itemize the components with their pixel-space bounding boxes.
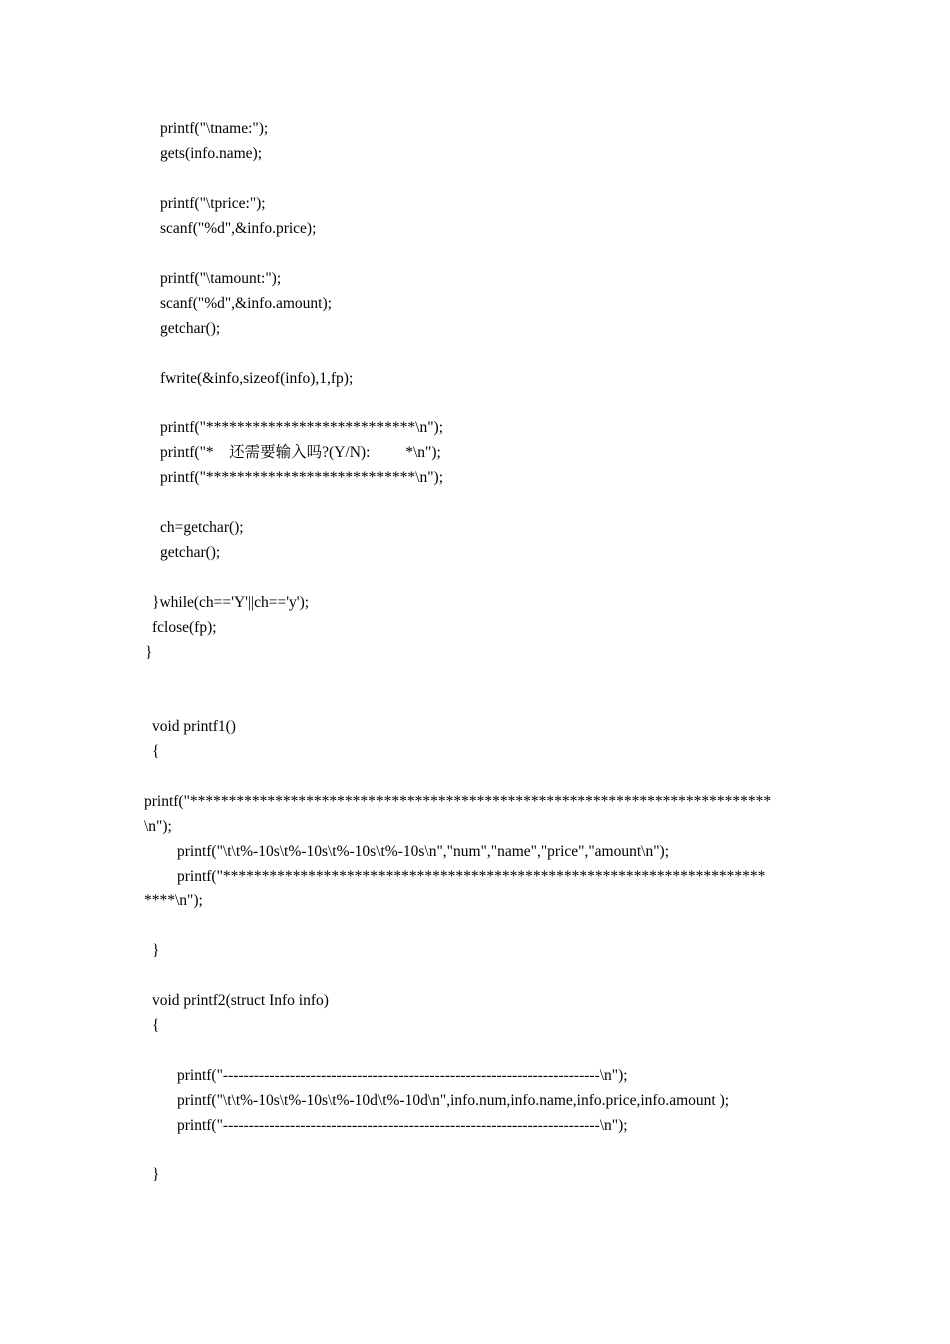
code-line: printf("***************************\n"); — [160, 419, 444, 436]
code-line: } — [152, 1166, 160, 1183]
code-line: printf("********************************************************************** — [177, 868, 766, 885]
code-line: printf("* 还需要输入吗?(Y/N): *\n"); — [160, 444, 441, 461]
code-line: scanf("%d",&info.price); — [160, 220, 317, 237]
code-line: printf("-------------------------------------------------------------------------\n"); — [177, 1067, 628, 1084]
code-line: printf("\tprice:"); — [160, 195, 266, 212]
code-line: { — [152, 743, 160, 760]
code-line: }while(ch=='Y'||ch=='y'); — [152, 594, 310, 611]
code-line: printf("-------------------------------------------------------------------------\n"); — [177, 1117, 628, 1134]
code-line: ****\n"); — [144, 892, 203, 909]
code-line: } — [152, 942, 160, 959]
code-line: getchar(); — [160, 320, 221, 337]
code-line: ch=getchar(); — [160, 519, 244, 536]
code-line: fwrite(&info,sizeof(info),1,fp); — [160, 370, 354, 387]
code-line: } — [145, 644, 153, 661]
code-line: printf("*************************************************************************** — [144, 793, 772, 810]
code-line: \n"); — [144, 818, 172, 835]
code-line: printf("\tname:"); — [160, 120, 269, 137]
code-line: void printf2(struct Info info) — [152, 992, 329, 1009]
code-line: getchar(); — [160, 544, 221, 561]
code-line: printf("***************************\n"); — [160, 469, 444, 486]
code-line: gets(info.name); — [160, 145, 263, 162]
code-line: printf("\tamount:"); — [160, 270, 282, 287]
code-line: fclose(fp); — [152, 619, 217, 636]
code-line: void printf1() — [152, 718, 236, 735]
code-line: printf("\t\t%-10s\t%-10s\t%-10d\t%-10d\n",info.num,info.name,info.price,info.amount ); — [177, 1092, 730, 1109]
code-line: scanf("%d",&info.amount); — [160, 295, 332, 312]
code-line: printf("\t\t%-10s\t%-10s\t%-10s\t%-10s\n","num","name","price","amount\n"); — [177, 843, 670, 860]
code-line: { — [152, 1017, 160, 1034]
